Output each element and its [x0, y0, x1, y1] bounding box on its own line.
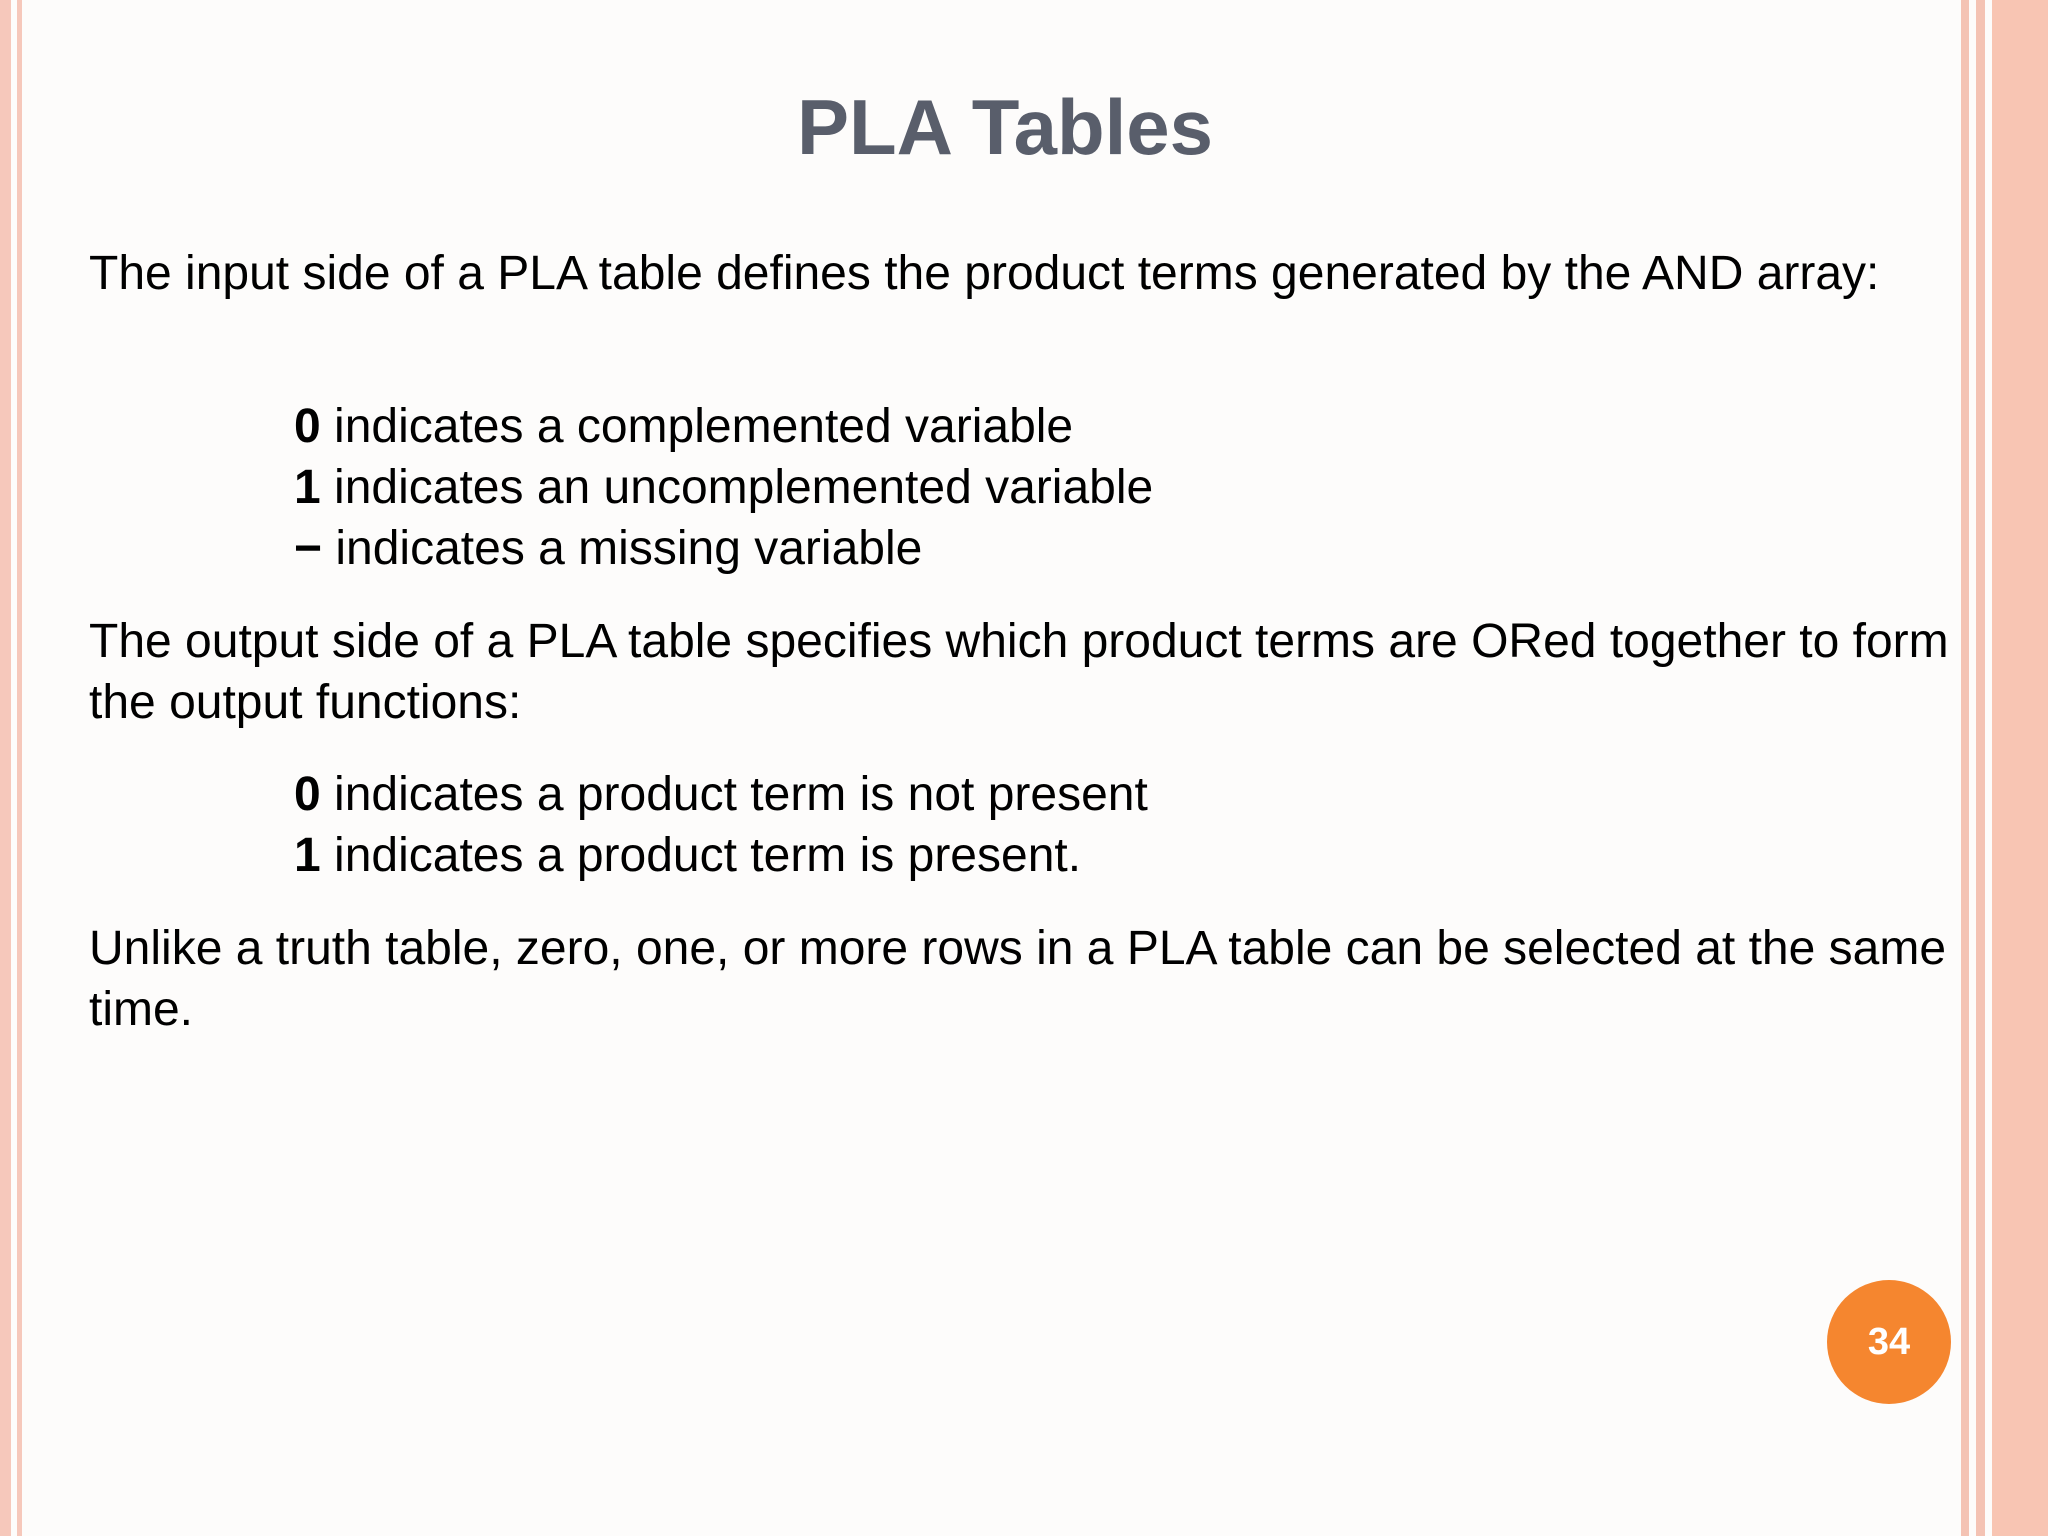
input-side-paragraph: The input side of a PLA table defines the product terms generated by the AND array: [89, 247, 1880, 300]
description: indicates an uncomplemented variable [320, 461, 1154, 514]
list-item [294, 457, 1153, 518]
page-number-badge: 34 [1827, 1280, 1951, 1404]
description: indicates a missing variable [322, 522, 923, 575]
list-item [294, 764, 1148, 825]
symbol: 0 [294, 400, 321, 453]
truth-table-comparison-paragraph: Unlike a truth table, zero, one, or more rows in a PLA table can be selected at the same time. [89, 922, 1947, 1036]
right-border-band [1992, 0, 2048, 1536]
description: indicates a complemented variable [320, 400, 1074, 453]
input-symbol-list [294, 396, 1153, 579]
symbol: 0 [294, 768, 321, 821]
output-symbol-list [294, 764, 1148, 886]
list-item [294, 825, 1148, 886]
left-border-stripe [0, 0, 11, 1536]
list-item [294, 396, 1153, 457]
symbol: 1 [294, 461, 321, 514]
description: indicates a product term is present. [320, 829, 1082, 882]
output-side-paragraph: The output side of a PLA table specifies which product terms are ORed together to form the output functions: [89, 615, 1949, 729]
description: indicates a product term is not present [320, 768, 1148, 821]
slide-title: PLA Tables [796, 83, 1214, 171]
symbol: − [294, 522, 323, 575]
symbol: 1 [294, 829, 321, 882]
list-item [294, 518, 1153, 579]
right-border-line-2 [1976, 0, 1985, 1536]
right-border-line-1 [1961, 0, 1969, 1536]
left-border-line [17, 0, 22, 1536]
